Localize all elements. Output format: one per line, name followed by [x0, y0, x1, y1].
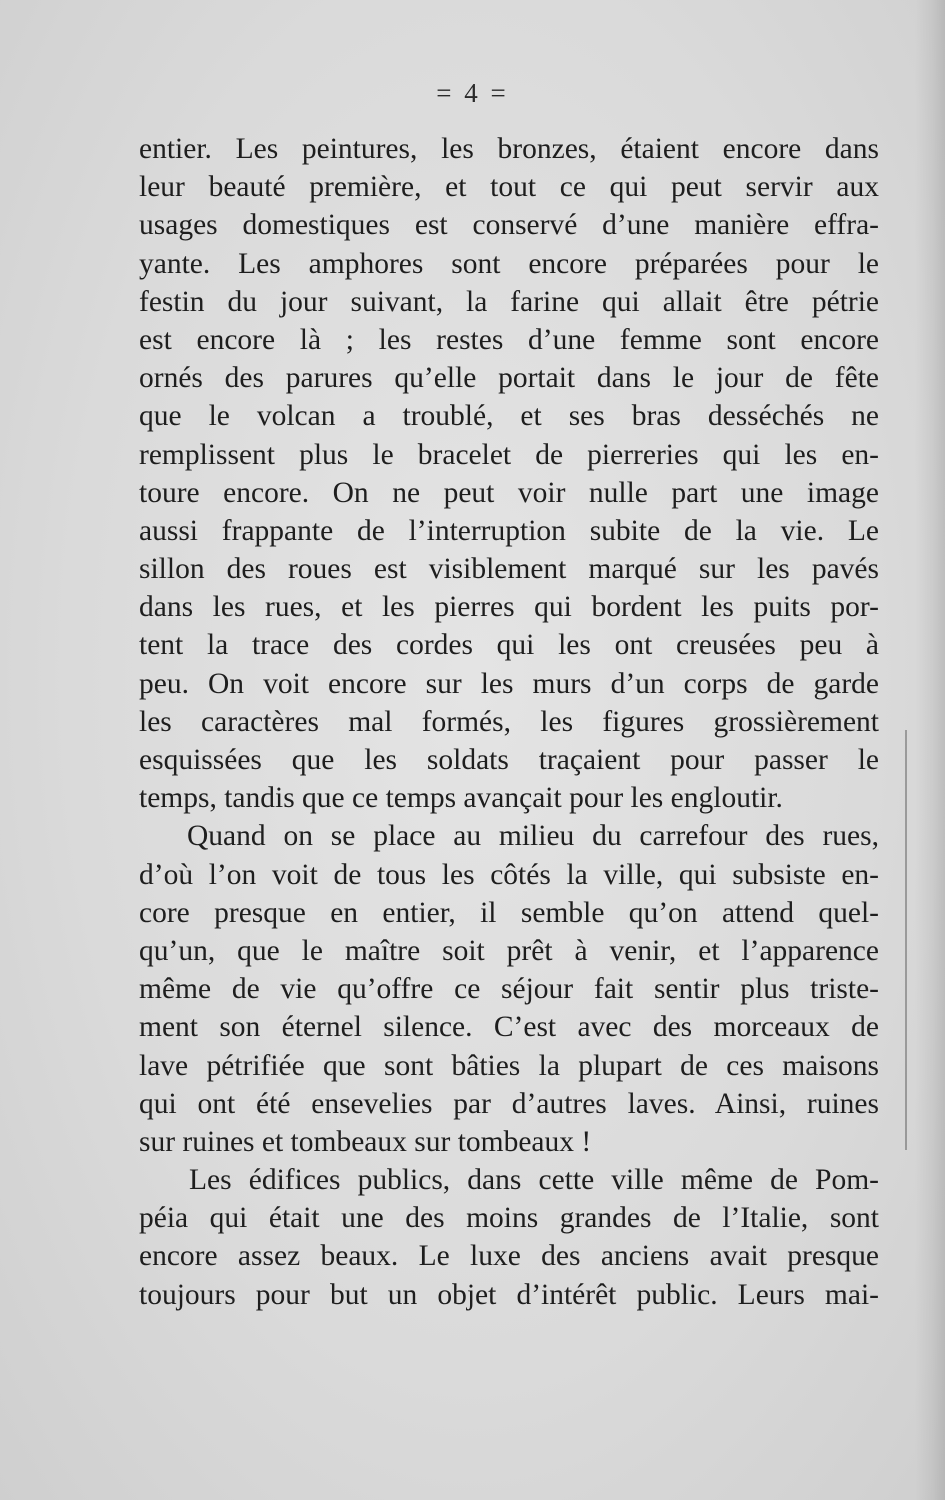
paragraph-start-line: Quand on se place au milieu du carrefour des rues, — [187, 820, 879, 853]
text-line: dans les rues, et les pierres qui bordent les puits por- — [139, 591, 879, 624]
text-line: est encore là ; les restes d’une femme sont encore — [139, 323, 879, 356]
text-line: sillon des roues est visiblement marqué sur les pavés — [139, 553, 879, 586]
paragraph-start-line: Les édifices publics, dans cette ville même de Pom- — [189, 1164, 879, 1197]
text-line: toujours pour but un objet d’intérêt public. Leurs mai- — [139, 1278, 879, 1311]
text-line: qui ont été ensevelies par d’autres laves. Ainsi, ruines — [139, 1087, 879, 1120]
text-line: aussi frappante de l’interruption subite de la vie. Le — [139, 514, 879, 547]
text-line: d’où l’on voit de tous les côtés la ville, qui subsiste en- — [139, 858, 879, 891]
text-line: remplissent plus le bracelet de pierreries qui les en- — [139, 438, 879, 471]
text-line: lave pétrifiée que sont bâties la plupart de ces maisons — [139, 1049, 879, 1082]
text-line: qu’un, que le maître soit prêt à venir, et l’apparence — [139, 934, 879, 967]
paragraph-end-line: temps, tandis que ce temps avançait pour les engloutir. — [139, 782, 783, 815]
text-line: les caractères mal formés, les figures grossièrement — [139, 705, 879, 738]
text-line: toure encore. On ne peut voir nulle part une image — [139, 476, 879, 509]
text-line: peu. On voit encore sur les murs d’un corps de garde — [139, 667, 879, 700]
text-line: core presque en entier, il semble qu’on attend quel- — [139, 896, 879, 929]
text-line: ornés des parures qu’elle portait dans le jour de fête — [139, 362, 879, 395]
binding-edge-mark — [905, 730, 907, 1150]
paragraph-end-line: sur ruines et tombeaux sur tombeaux ! — [139, 1125, 592, 1158]
body-text — [139, 130, 879, 1314]
text-line: ment son éternel silence. C’est avec des morceaux de — [139, 1011, 879, 1044]
text-line: festin du jour suivant, la farine qui allait être pétrie — [139, 285, 879, 318]
page-edge-shadow — [915, 0, 945, 1500]
text-line: usages domestiques est conservé d’une manière effra- — [139, 209, 879, 242]
text-line: tent la trace des cordes qui les ont creusées peu à — [139, 629, 879, 662]
text-line: esquissées que les soldats traçaient pour passer le — [139, 744, 879, 776]
text-line: encore assez beaux. Le luxe des anciens avait presque — [139, 1240, 879, 1273]
text-line: que le volcan a troublé, et ses bras desséchés ne — [139, 400, 879, 433]
text-line: péia qui était une des moins grandes de l’Italie, sont — [139, 1202, 879, 1235]
text-line: même de vie qu’offre ce séjour fait sentir plus triste- — [139, 973, 879, 1006]
text-line: entier. Les peintures, les bronzes, étaient encore dans — [139, 133, 879, 165]
text-line: yante. Les amphores sont encore préparées pour le — [139, 247, 879, 280]
page-number: = 4 = — [436, 78, 509, 108]
text-line: leur beauté première, et tout ce qui peut servir aux — [139, 171, 879, 204]
